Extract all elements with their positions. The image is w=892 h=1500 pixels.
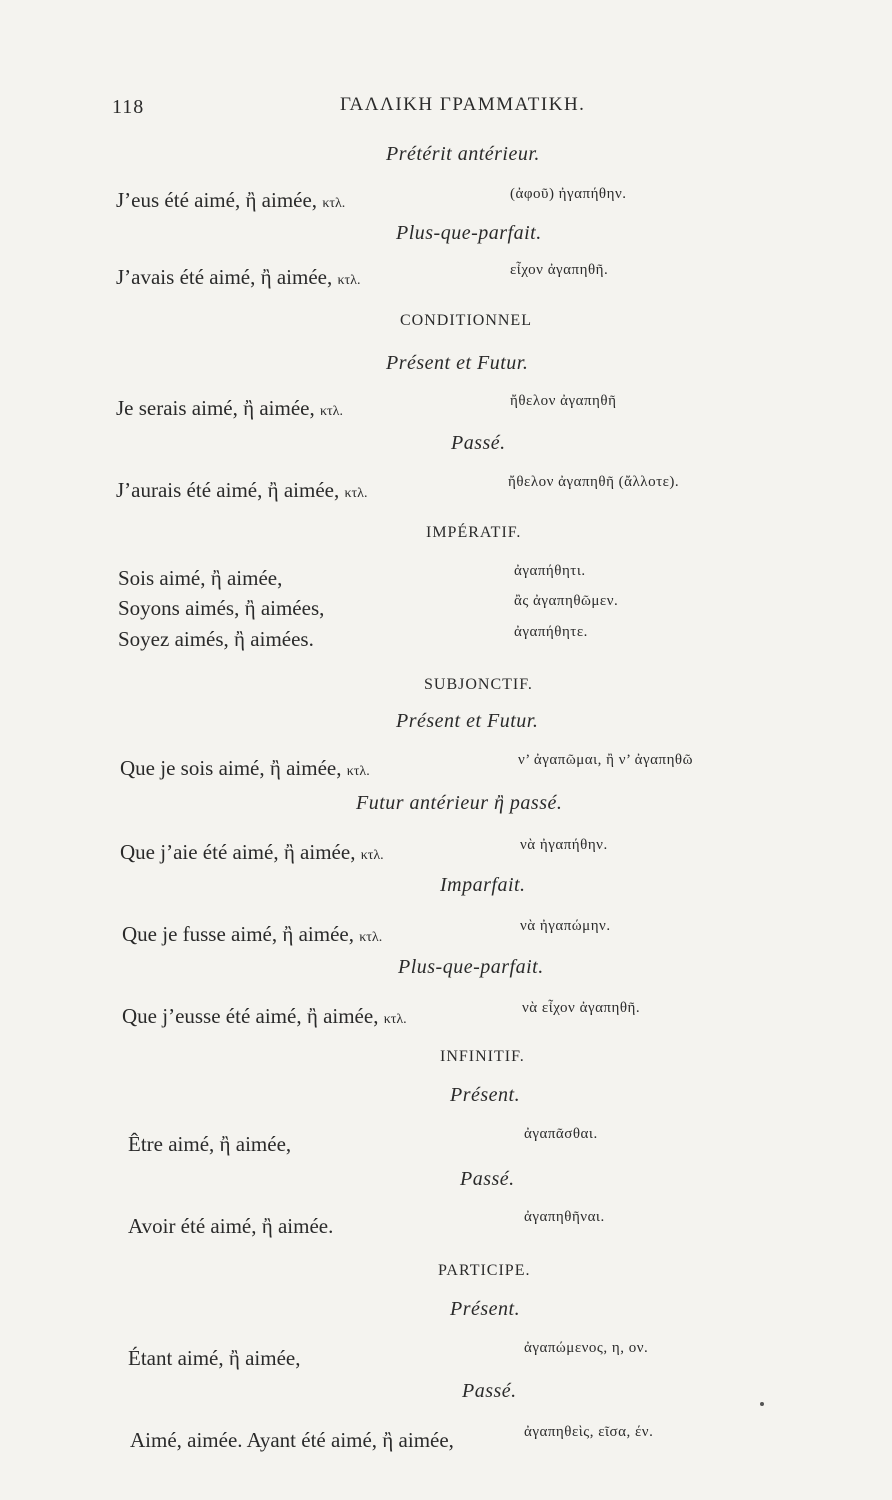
french-line-1 — [116, 188, 345, 213]
abbr-ktl: κτλ. — [383, 1012, 407, 1027]
french-line-9 — [120, 840, 384, 865]
abbr-ktl: κτλ. — [344, 486, 368, 501]
french-line-8 — [120, 756, 370, 781]
abbr-ktl: κτλ. — [360, 848, 384, 863]
greek-line-4: ἤθελον ἀγαπηθῆ (ἄλλοτε). — [508, 474, 680, 490]
french-text: J’avais été aimé, ἢ aimée, — [116, 265, 333, 289]
greek-line-6: ἂς ἀγαπηθῶμεν. — [514, 593, 619, 609]
heading-participe: PARTICIPE. — [438, 1262, 531, 1279]
greek-line-12: ἀγαπᾶσθαι. — [524, 1126, 598, 1142]
french-line-15: Aimé, aimée. Ayant été aimé, ἢ aimée, — [130, 1428, 454, 1452]
greek-line-8: ν’ ἀγαπῶμαι, ἢ ν’ ἀγαπηθῶ — [518, 752, 693, 768]
abbr-ktl: κτλ. — [319, 404, 343, 419]
french-text: Que je sois aimé, ἢ aimée, — [120, 756, 342, 780]
greek-line-7: ἀγαπήθητε. — [514, 624, 588, 640]
greek-line-2: εἶχον ἀγαπηθῆ. — [510, 262, 609, 278]
heading-futur-anterieur: Futur antérieur ἢ passé. — [356, 792, 563, 814]
heading-imperatif: IMPÉRATIF. — [426, 524, 522, 541]
heading-present-futur-2: Présent et Futur. — [396, 710, 539, 732]
greek-line-1: (ἀφοῦ) ἠγαπήθην. — [510, 186, 627, 202]
greek-line-5: ἀγαπήθητι. — [514, 563, 586, 579]
french-line-11 — [122, 1004, 407, 1029]
running-title: ΓΑΛΛΙΚΗ ΓΡΑΜΜΑΤΙΚΗ. — [340, 94, 586, 115]
french-line-6: Soyons aimés, ἢ aimées, — [118, 596, 325, 620]
greek-line-3: ἤθελον ἀγαπηθῆ — [510, 393, 617, 409]
heading-plus-que-parfait: Plus-que-parfait. — [396, 222, 542, 244]
heading-plus-que-parfait-2: Plus-que-parfait. — [398, 956, 544, 978]
heading-present-2: Présent. — [450, 1298, 521, 1320]
french-line-13: Avoir été aimé, ἢ aimée. — [128, 1214, 334, 1238]
ink-speck — [760, 1402, 764, 1406]
french-text: Je serais aimé, ἢ aimée, — [116, 396, 315, 420]
heading-passe: Passé. — [451, 432, 506, 454]
french-line-10 — [122, 922, 382, 947]
greek-line-11: νὰ εἶχον ἀγαπηθῆ. — [522, 1000, 641, 1016]
heading-subjonctif: SUBJONCTIF. — [424, 676, 533, 693]
greek-line-15: ἀγαπηθεὶς, εῖσα, έν. — [524, 1424, 654, 1440]
heading-conditionnel: CONDITIONNEL — [400, 312, 532, 329]
french-line-12: Être aimé, ἢ aimée, — [128, 1132, 292, 1156]
greek-line-9: νὰ ἠγαπήθην. — [520, 837, 608, 853]
french-text: Que je fusse aimé, ἢ aimée, — [122, 922, 354, 946]
french-text: J’aurais été aimé, ἢ aimée, — [116, 478, 340, 502]
greek-line-10: νὰ ἠγαπώμην. — [520, 918, 611, 934]
french-line-2 — [116, 265, 360, 290]
page-number: 118 — [112, 96, 145, 118]
french-text: J’eus été aimé, ἢ aimée, — [116, 188, 318, 212]
heading-passe-3: Passé. — [462, 1380, 517, 1402]
french-text: Que j’eusse été aimé, ἢ aimée, — [122, 1004, 379, 1028]
french-line-3 — [116, 396, 343, 421]
french-line-5: Sois aimé, ἢ aimée, — [118, 566, 283, 590]
french-line-4 — [116, 478, 367, 503]
abbr-ktl: κτλ. — [359, 930, 383, 945]
french-line-7: Soyez aimés, ἢ aimées. — [118, 627, 314, 651]
abbr-ktl: κτλ. — [322, 196, 346, 211]
greek-line-14: ἀγαπώμενος, η, ον. — [524, 1340, 649, 1356]
abbr-ktl: κτλ. — [346, 764, 370, 779]
greek-line-13: ἀγαπηθῆναι. — [524, 1209, 605, 1225]
heading-preterit-anterieur: Prétérit antérieur. — [386, 143, 540, 165]
heading-present-futur: Présent et Futur. — [386, 352, 529, 374]
heading-present: Présent. — [450, 1084, 521, 1106]
heading-passe-2: Passé. — [460, 1168, 515, 1190]
heading-infinitif: INFINITIF. — [440, 1048, 525, 1065]
abbr-ktl: κτλ. — [337, 273, 361, 288]
french-text: Que j’aie été aimé, ἢ aimée, — [120, 840, 356, 864]
french-line-14: Étant aimé, ἢ aimée, — [128, 1346, 301, 1370]
heading-imparfait: Imparfait. — [440, 874, 526, 896]
